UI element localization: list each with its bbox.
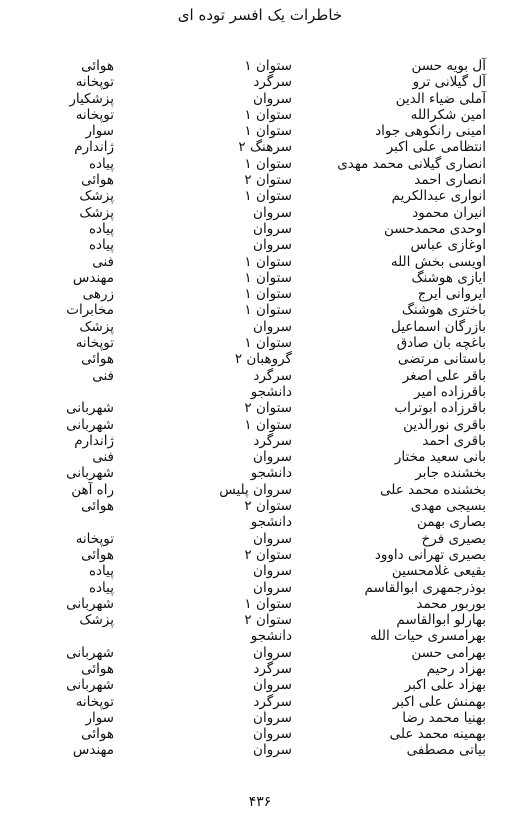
branch-cell: زرهی — [82, 286, 114, 303]
name-cell: باغچه بان صادق — [396, 335, 486, 352]
list-item — [0, 645, 520, 661]
rank-cell: ستوان ۱ — [244, 253, 292, 270]
rank-cell: سرگرد — [253, 432, 292, 449]
branch-cell: هوائی — [81, 660, 114, 677]
rank-cell: سروان — [253, 204, 292, 221]
list-item — [0, 237, 520, 253]
name-cell: ایروانی ایرج — [417, 286, 486, 303]
branch-cell: شهربانی — [66, 677, 114, 694]
rank-cell: سروان — [253, 644, 292, 661]
list-item — [0, 221, 520, 237]
rank-cell: سروان — [253, 726, 292, 743]
list-item — [0, 74, 520, 90]
list-item — [0, 742, 520, 758]
name-cell: باقری احمد — [422, 432, 486, 449]
name-cell: اوغازی عباس — [410, 237, 486, 254]
list-item — [0, 286, 520, 302]
rank-cell: سروان — [253, 318, 292, 335]
branch-cell: راه آهن — [71, 481, 114, 498]
name-cell: بهنیا محمد رضا — [402, 709, 486, 726]
name-cell: ایازی هوشنگ — [411, 269, 486, 286]
branch-cell: توپخانه — [75, 693, 114, 710]
list-item — [0, 563, 520, 579]
rank-cell: سروان پلیس — [219, 481, 292, 498]
rank-cell: سروان — [253, 563, 292, 580]
rank-cell: گروهبان ۲ — [234, 351, 292, 368]
list-item — [0, 400, 520, 416]
rank-cell: سرگرد — [253, 367, 292, 384]
name-cell: بخشنده جابر — [415, 465, 486, 482]
list-item — [0, 123, 520, 139]
name-cell: بوذرجمهری ابوالقاسم — [364, 579, 486, 596]
branch-cell: هوائی — [81, 546, 114, 563]
name-cell: باقر علی اصغر — [402, 367, 486, 384]
name-cell: باقری نورالدین — [403, 416, 486, 433]
rank-cell: دانشجو — [250, 465, 292, 482]
rank-cell: سروان — [253, 579, 292, 596]
name-cell: بوربور محمد — [416, 595, 486, 612]
branch-cell: پزشک — [79, 612, 114, 629]
branch-cell: مهندس — [72, 269, 114, 286]
list-item — [0, 514, 520, 530]
rank-cell: ستوان ۲ — [244, 612, 292, 629]
list-item — [0, 612, 520, 628]
list-item — [0, 694, 520, 710]
rank-cell: ستوان ۱ — [244, 123, 292, 140]
rank-cell: ستوان ۱ — [244, 286, 292, 303]
list-item — [0, 417, 520, 433]
rank-cell: ستوان ۲ — [244, 498, 292, 515]
rank-cell: ستوان ۱ — [244, 58, 292, 74]
list-item — [0, 433, 520, 449]
list-item — [0, 270, 520, 286]
rank-cell: دانشجو — [250, 628, 292, 645]
rank-cell: دانشجو — [250, 514, 292, 531]
name-cell: انواری عبدالکریم — [391, 188, 486, 205]
list-item — [0, 449, 520, 465]
list-item — [0, 465, 520, 481]
list-item — [0, 139, 520, 155]
name-cell: بهزاد رحیم — [426, 660, 486, 677]
rank-cell: ستوان ۱ — [244, 106, 292, 123]
list-item — [0, 726, 520, 742]
list-item — [0, 335, 520, 351]
name-cell: امینی رانکوهی جواد — [375, 123, 486, 140]
rank-cell: ستوان ۲ — [244, 172, 292, 189]
list-item — [0, 107, 520, 123]
rank-cell: سرگرد — [253, 693, 292, 710]
rank-cell: ستوان ۱ — [244, 302, 292, 319]
rank-cell: سروان — [253, 220, 292, 237]
name-cell: باستانی مرتضی — [397, 351, 486, 368]
branch-cell: فنی — [92, 367, 114, 384]
page-number: ۴۳۶ — [248, 794, 272, 810]
name-cell: بسیجی مهدی — [410, 498, 486, 515]
list-item — [0, 710, 520, 726]
rank-cell: سروان — [253, 449, 292, 466]
branch-cell: پزشکیار — [69, 90, 114, 107]
branch-cell: سوار — [85, 123, 114, 140]
list-item — [0, 254, 520, 270]
branch-cell: توپخانه — [75, 530, 114, 547]
rank-cell: سرگرد — [253, 660, 292, 677]
name-cell: بصیری تهرانی داوود — [374, 546, 486, 563]
list-item — [0, 91, 520, 107]
branch-cell: ژاندارم — [74, 432, 114, 449]
name-cell: آملی ضیاء الدین — [395, 90, 486, 107]
name-cell: انیران محمود — [412, 204, 486, 221]
name-cell: آل گیلانی ترو — [412, 74, 486, 91]
rank-cell: سروان — [253, 742, 292, 759]
branch-cell: پیاده — [88, 220, 114, 237]
branch-cell: پیاده — [88, 237, 114, 254]
name-cell: بهرامسری حیات الله — [370, 628, 486, 645]
name-cell: بهمینه محمد علی — [389, 726, 486, 743]
list-item — [0, 531, 520, 547]
branch-cell: شهربانی — [66, 595, 114, 612]
name-cell: بانی سعید مختار — [394, 449, 486, 466]
personnel-list — [0, 58, 520, 759]
branch-cell: شهربانی — [66, 416, 114, 433]
list-item — [0, 482, 520, 498]
list-item — [0, 351, 520, 367]
branch-cell: هوائی — [81, 351, 114, 368]
branch-cell: پزشک — [79, 318, 114, 335]
branch-cell: مخابرات — [66, 302, 114, 319]
list-item — [0, 498, 520, 514]
name-cell: انتظامی علی اکبر — [386, 139, 486, 156]
branch-cell: توپخانه — [75, 74, 114, 91]
name-cell: بهزاد علی اکبر — [404, 677, 486, 694]
name-cell: باختری هوشنگ — [401, 302, 486, 319]
branch-cell: پیاده — [88, 155, 114, 172]
name-cell: اوحدی محمدحسن — [383, 220, 486, 237]
page-title: خاطرات یک افسر توده ای — [177, 6, 343, 24]
branch-cell: ژاندارم — [74, 139, 114, 156]
branch-cell: هوائی — [81, 58, 114, 74]
list-item — [0, 368, 520, 384]
name-cell: بیاتی مصطفی — [406, 742, 486, 759]
name-cell: بهارلو ابوالقاسم — [396, 612, 486, 629]
rank-cell: سروان — [253, 677, 292, 694]
rank-cell: ستوان ۲ — [244, 400, 292, 417]
branch-cell: فنی — [92, 449, 114, 466]
name-cell: بهرامی حسن — [411, 644, 486, 661]
name-cell: بخشنده محمد علی — [380, 481, 486, 498]
branch-cell: مهندس — [72, 742, 114, 759]
rank-cell: سروان — [253, 237, 292, 254]
name-cell: باقرزاده امیر — [414, 383, 486, 400]
rank-cell: سروان — [253, 90, 292, 107]
name-cell: باقرزاده ابوتراب — [394, 400, 486, 417]
name-cell: بهمنش علی اکبر — [392, 693, 486, 710]
branch-cell: هوائی — [81, 726, 114, 743]
rank-cell: ستوان ۱ — [244, 188, 292, 205]
rank-cell: سرهنگ ۲ — [238, 139, 292, 156]
branch-cell: پزشک — [79, 204, 114, 221]
branch-cell: پیاده — [88, 563, 114, 580]
branch-cell: توپخانه — [75, 335, 114, 352]
list-item — [0, 677, 520, 693]
branch-cell: هوائی — [81, 498, 114, 515]
list-item — [0, 302, 520, 318]
branch-cell: پزشک — [79, 188, 114, 205]
list-item — [0, 188, 520, 204]
rank-cell: سروان — [253, 530, 292, 547]
name-cell: بقیعی غلامحسین — [391, 563, 486, 580]
list-item — [0, 628, 520, 644]
rank-cell: سرگرد — [253, 74, 292, 91]
rank-cell: ستوان ۱ — [244, 416, 292, 433]
branch-cell: شهربانی — [66, 400, 114, 417]
branch-cell: شهربانی — [66, 644, 114, 661]
branch-cell: سوار — [85, 709, 114, 726]
branch-cell: توپخانه — [75, 106, 114, 123]
list-item — [0, 547, 520, 563]
name-cell: اویسی بخش الله — [390, 253, 486, 270]
name-cell: انصاری گیلانی محمد مهدی — [337, 155, 486, 172]
name-cell: بصاری بهمن — [416, 514, 486, 531]
branch-cell: پیاده — [88, 579, 114, 596]
rank-cell: ستوان ۱ — [244, 269, 292, 286]
name-cell: انصاری احمد — [414, 172, 486, 189]
rank-cell: دانشجو — [250, 383, 292, 400]
list-item — [0, 596, 520, 612]
list-item — [0, 156, 520, 172]
list-item — [0, 661, 520, 677]
rank-cell: ستوان ۲ — [244, 546, 292, 563]
rank-cell: ستوان ۱ — [244, 335, 292, 352]
list-item — [0, 580, 520, 596]
branch-cell: شهربانی — [66, 465, 114, 482]
list-item — [0, 205, 520, 221]
name-cell: بازرگان اسماعیل — [391, 318, 486, 335]
name-cell: آل بویه حسن — [411, 58, 486, 74]
rank-cell: ستوان ۱ — [244, 155, 292, 172]
list-item — [0, 384, 520, 400]
branch-cell: هوائی — [81, 172, 114, 189]
branch-cell: فنی — [92, 253, 114, 270]
rank-cell: سروان — [253, 709, 292, 726]
name-cell: امین شکرالله — [410, 106, 486, 123]
list-item — [0, 58, 520, 74]
list-item — [0, 172, 520, 188]
list-item — [0, 319, 520, 335]
rank-cell: ستوان ۱ — [244, 595, 292, 612]
name-cell: بصیری فرخ — [421, 530, 486, 547]
